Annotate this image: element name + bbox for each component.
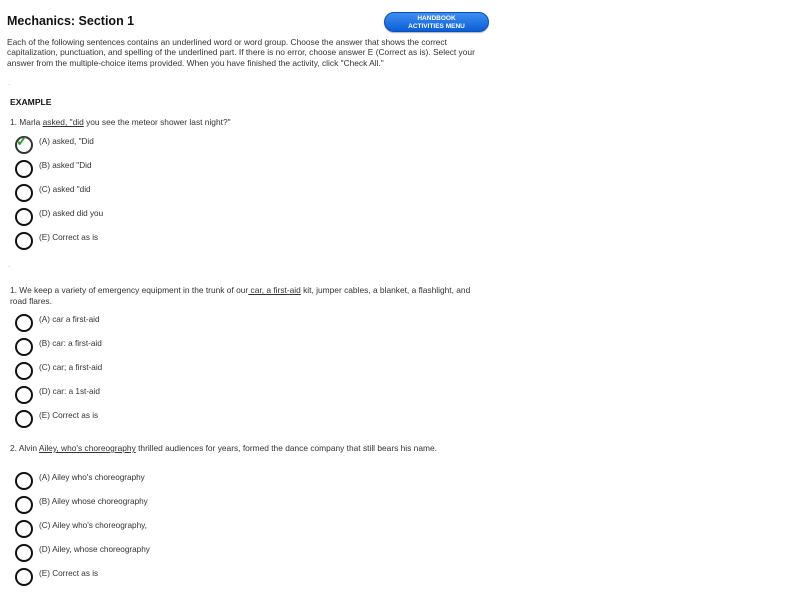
underlined-part: asked, "did xyxy=(42,117,84,127)
option-label: (E) Correct as is xyxy=(39,411,99,420)
question-text: 1. Marla xyxy=(10,117,43,127)
option-label: (C) car; a first-aid xyxy=(39,363,103,372)
radio-button[interactable] xyxy=(15,362,33,380)
radio-button[interactable] xyxy=(15,232,33,250)
option-label: (B) Ailey whose choreography xyxy=(39,497,148,506)
option-label: (B) car: a first-aid xyxy=(39,339,102,348)
question-text: 1. We keep a variety of emergency equipment in the trunk of our xyxy=(10,285,249,295)
radio-button[interactable] xyxy=(15,472,33,490)
separator-mark: . xyxy=(8,80,10,87)
handbook-activities-menu-button[interactable] xyxy=(384,12,489,32)
question-text: 2. Alvin xyxy=(10,443,39,453)
radio-button[interactable] xyxy=(15,544,33,562)
option-label: (A) car a first-aid xyxy=(39,315,100,324)
example-label: EXAMPLE xyxy=(10,97,52,107)
option-label: (D) car: a 1st-aid xyxy=(39,387,100,396)
underlined-part: car, a first-aid xyxy=(248,285,301,295)
option-label: (B) asked "Did xyxy=(39,161,92,170)
radio-button[interactable] xyxy=(15,496,33,514)
question-text: thrilled audiences for years, formed the dance company that still bears his name. xyxy=(135,443,437,453)
option-label: (D) Ailey, whose choreography xyxy=(39,545,150,554)
radio-button[interactable] xyxy=(15,568,33,586)
radio-button[interactable] xyxy=(15,184,33,202)
check-mark-icon: ✓ xyxy=(16,133,28,149)
option-label: (D) asked did you xyxy=(39,209,104,218)
radio-button[interactable] xyxy=(15,338,33,356)
menu-button-line1: HANDBOOK xyxy=(417,15,456,22)
radio-button[interactable] xyxy=(15,520,33,538)
separator-mark: . xyxy=(8,262,10,269)
instructions: Each of the following sentences contains an underlined word or word group. Choose the answer that shows the correct capitalization, punctuation, and spelling of the underlined part. If there is no error, choose answer E (Correct as is). Select your answer from the multiple-choice items provided. When you have finished the activity, click "Check All." xyxy=(7,37,475,68)
radio-button[interactable] xyxy=(15,160,33,178)
radio-button[interactable] xyxy=(15,410,33,428)
option-label: (A) asked, "Did xyxy=(39,137,94,146)
option-label: (E) Correct as is xyxy=(39,569,99,578)
option-label: (E) Correct as is xyxy=(39,233,99,242)
example-question xyxy=(10,117,472,128)
menu-button-line2: ACTIVITIES MENU xyxy=(408,23,465,30)
question-2 xyxy=(10,443,472,454)
question-text: kit, jumper cables, a blanket, a flashlight, and road flares. xyxy=(10,285,471,306)
radio-button[interactable] xyxy=(15,314,33,332)
underlined-part: Ailey, who's choreography xyxy=(38,443,136,453)
option-label: (C) asked "did xyxy=(39,185,91,194)
option-label: (A) Ailey who's choreography xyxy=(39,473,145,482)
option-label: (C) Ailey who's choreography, xyxy=(39,521,147,530)
radio-button[interactable] xyxy=(15,208,33,226)
question-1 xyxy=(10,285,472,306)
question-text: you see the meteor shower last night?" xyxy=(83,117,231,127)
page-title: Mechanics: Section 1 xyxy=(7,14,135,28)
radio-button[interactable] xyxy=(15,386,33,404)
